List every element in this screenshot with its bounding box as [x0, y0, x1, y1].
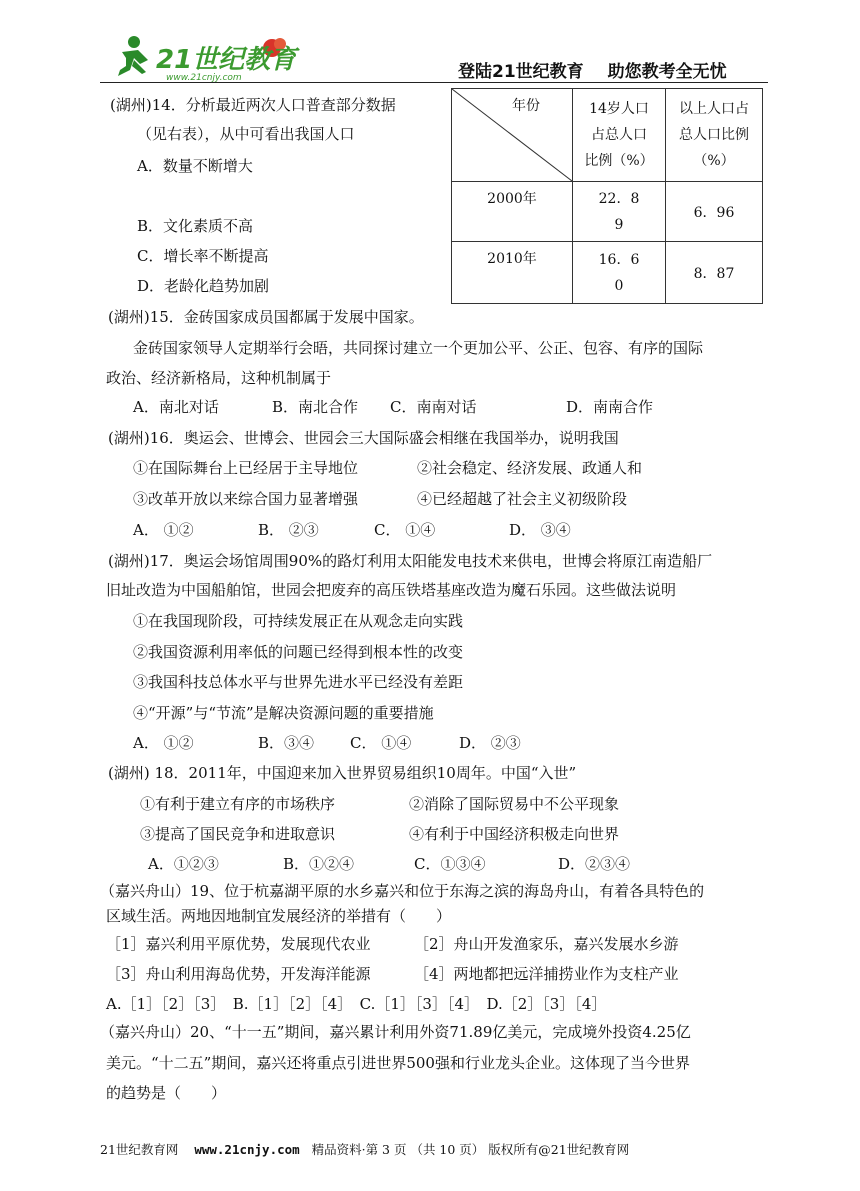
statement-4: ［4］两地都把远洋捕捞业作为支柱产业: [414, 965, 679, 983]
statement-2: ②我国资源利用率低的问题已经得到根本性的改变: [133, 643, 464, 661]
option-b[interactable]: B．③④: [258, 734, 315, 752]
question-15-stem-3: 政治、经济新格局，这种机制属于: [106, 369, 332, 387]
option-d[interactable]: D．老龄化趋势加剧: [137, 277, 270, 295]
option-c[interactable]: C．南南对话: [390, 398, 477, 416]
logo-url: www.21cnjy.com: [166, 73, 242, 83]
footer-site: 21世纪教育网: [100, 1142, 179, 1157]
option-b[interactable]: B． ②③: [258, 521, 319, 539]
option-d[interactable]: D． ②③: [459, 734, 521, 752]
option-a[interactable]: A． ①②: [133, 521, 194, 539]
header-slogan: [458, 57, 751, 82]
option-a[interactable]: A．①②③: [148, 855, 219, 873]
statement-3: ［3］舟山利用海岛优势，开发海洋能源: [106, 965, 371, 983]
table-header-14: 14岁人口 占总人口 比例（%）: [573, 89, 666, 182]
table-header-year: [452, 89, 573, 182]
question-14-stem-2: （见右表），从中可看出我国人口: [137, 125, 355, 143]
option-b[interactable]: B．文化素质不高: [137, 217, 254, 235]
page-footer: [100, 1140, 629, 1158]
option-d[interactable]: D． ③④: [509, 521, 571, 539]
population-table: [451, 88, 763, 304]
statement-4: ④有利于中国经济积极走向世界: [409, 825, 620, 843]
option-c[interactable]: C．增长率不断提高: [137, 247, 269, 265]
question-19-stem: （嘉兴舟山）19、位于杭嘉湖平原的水乡嘉兴和位于东海之滨的海岛舟山，有着各具特色的: [100, 882, 705, 900]
question-15-stem-2: 金砖国家领导人定期举行会晤，共同探讨建立一个更加公平、公正、包容、有序的国际: [133, 339, 704, 357]
logo-text: 21世纪教育: [156, 45, 297, 75]
row-above: 8．87: [666, 242, 763, 304]
table-header-above: 以上人口占 总人口比例 （%）: [666, 89, 763, 182]
statement-1: ①有利于建立有序的市场秩序: [140, 795, 336, 813]
statement-2: ②消除了国际贸易中不公平现象: [409, 795, 620, 813]
table-row: [452, 242, 763, 304]
question-15-stem: (湖州)15．金砖国家成员国都属于发展中国家。: [108, 308, 424, 326]
option-a[interactable]: A． ①②: [133, 734, 194, 752]
row-year: 2000年: [452, 182, 573, 242]
row-v14: 16．6 0: [573, 242, 666, 304]
footer-page-info: 精品资料·第 3 页 （共 10 页） 版权所有@21世纪教育网: [311, 1142, 630, 1157]
option-a[interactable]: A．数量不断增大: [137, 157, 253, 175]
statement-3: ③改革开放以来综合国力显著增强: [133, 490, 359, 508]
slogan-motto: 助您教考全无忧: [607, 62, 727, 82]
option-d[interactable]: D．②③④: [558, 855, 631, 873]
footer-url[interactable]: www.21cnjy.com: [194, 1142, 300, 1157]
statement-1: ①在国际舞台上已经居于主导地位: [133, 459, 359, 477]
statement-2: ②社会稳定、经济发展、政通人和: [417, 459, 643, 477]
question-18-stem: (湖州) 18．2011年，中国迎来加入世界贸易组织10周年。中国“入世”: [108, 764, 577, 782]
table-row: [452, 182, 763, 242]
col-year-label: 年份: [512, 98, 540, 114]
statement-1: ①在我国现阶段，可持续发展正在从观念走向实践: [133, 612, 464, 630]
option-b[interactable]: B．①②④: [283, 855, 355, 873]
question-19-stem-2: 区域生活。两地因地制宜发展经济的举措有（ ）: [106, 907, 452, 925]
row-v14: 22．8 9: [573, 182, 666, 242]
option-b[interactable]: B．南北合作: [272, 398, 359, 416]
question-17-stem: (湖州)17．奥运会场馆周围90%的路灯利用太阳能发电技术来供电，世博会将原江南造船厂: [108, 552, 713, 570]
row-above: 6．96: [666, 182, 763, 242]
row-year: 2010年: [452, 242, 573, 304]
option-d[interactable]: D．南南合作: [566, 398, 654, 416]
option-c[interactable]: C． ①④: [374, 521, 436, 539]
question-20-stem-3: 的趋势是（ ）: [106, 1084, 227, 1102]
statement-4: ④“开源”与“节流”是解决资源问题的重要措施: [133, 704, 434, 722]
statement-3: ③提高了国民竞争和进取意识: [140, 825, 336, 843]
slogan-login: 登陆21世纪教育: [458, 62, 584, 82]
runner-logo-icon: [104, 30, 304, 84]
question-20-stem-2: 美元。“十二五”期间，嘉兴还将重点引进世界500强和行业龙头企业。这体现了当今世界: [106, 1054, 690, 1072]
statement-1: ［1］嘉兴利用平原优势，发展现代农业: [106, 935, 371, 953]
options-row[interactable]: A.［1］［2］［3］ B.［1］［2］［4］ C.［1］［3］［4］ D.［2］［3］［4］: [106, 995, 607, 1013]
question-17-stem-2: 旧址改造为中国船舶馆，世园会把废弃的高压铁塔基座改造为魔石乐园。这些做法说明: [106, 581, 677, 599]
header-divider: [100, 82, 768, 83]
statement-4: ④已经超越了社会主义初级阶段: [417, 490, 628, 508]
option-c[interactable]: C．①③④: [414, 855, 486, 873]
site-logo[interactable]: [104, 30, 304, 84]
question-14-stem: (湖州)14．分析最近两次人口普查部分数据: [110, 96, 396, 114]
question-16-stem: (湖州)16．奥运会、世博会、世园会三大国际盛会相继在我国举办，说明我国: [108, 429, 619, 447]
option-c[interactable]: C． ①④: [350, 734, 412, 752]
option-a[interactable]: A．南北对话: [133, 398, 219, 416]
question-20-stem: （嘉兴舟山）20、“十一五”期间，嘉兴累计利用外资71.89亿美元，完成境外投资4.25亿: [100, 1023, 691, 1041]
statement-2: ［2］舟山开发渔家乐，嘉兴发展水乡游: [414, 935, 679, 953]
statement-3: ③我国科技总体水平与世界先进水平已经没有差距: [133, 673, 464, 691]
